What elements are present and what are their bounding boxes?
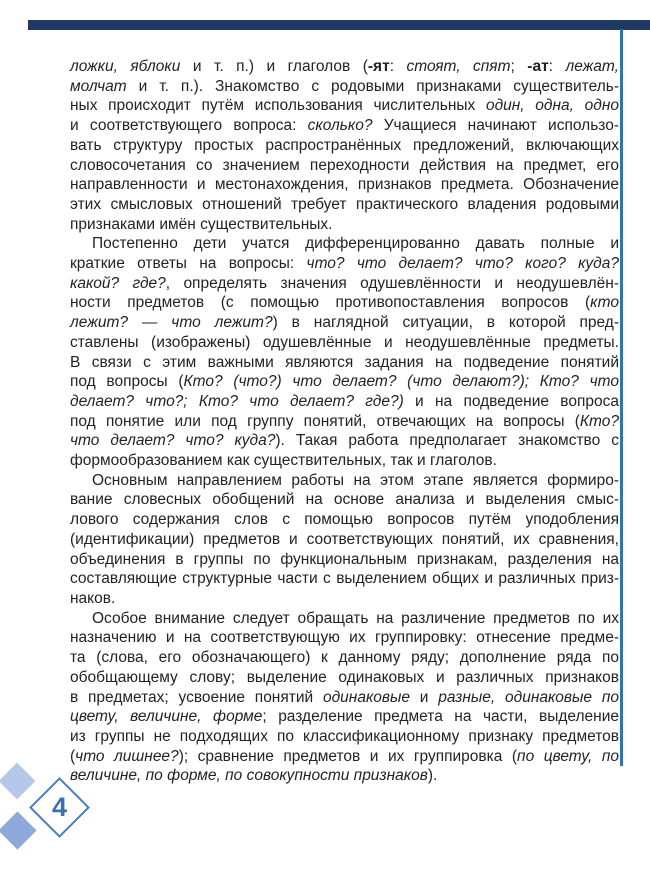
- text-run: какой? где?: [70, 274, 166, 292]
- text-line: [70, 156, 619, 176]
- text-line: [70, 707, 619, 727]
- text-line: [70, 293, 619, 313]
- text-run: та (слова, его обозначающего) к данному ряду; дополнение ряда по: [70, 649, 619, 667]
- text-run: В связи с этим важными являются задания на подведение понятий: [70, 353, 619, 371]
- text-run: что? что делает? что? кого? куда?: [306, 255, 619, 273]
- text-run: по цвету, по: [517, 747, 620, 765]
- paragraph: [70, 471, 619, 609]
- text-run: ); сравнение предметов и их группировка (: [178, 747, 518, 765]
- text-run: ных происходит путём использования числительных: [70, 97, 486, 115]
- text-run: -ят: [367, 58, 390, 75]
- text-line: [70, 274, 619, 294]
- text-line: [70, 648, 619, 668]
- text-run: под понятие или под группу понятий, отвечающих на вопросы (: [70, 412, 580, 430]
- text-line: [70, 668, 619, 688]
- text-run: молчат: [70, 77, 127, 95]
- text-line: [70, 589, 619, 609]
- text-run: Особое внимание следует обращать на различение предметов по их: [92, 609, 619, 627]
- text-run: одинаковые: [322, 688, 410, 706]
- body-text: [70, 57, 619, 786]
- text-run: цвету, величине, форме: [70, 708, 263, 726]
- text-run: величине, по форме, по совокупности признаков: [70, 767, 428, 785]
- text-run: ложки, яблоки: [70, 58, 181, 75]
- text-run: (идентификации) предметов и соответствующих понятий, их сравнения,: [70, 530, 619, 548]
- text-run: из группы не подходящих по классификационному признаку предметов: [70, 727, 619, 745]
- text-run: объединения в группы по функциональным признакам, разделения на: [70, 550, 619, 568]
- text-line: [70, 451, 619, 471]
- text-run: формообразованием как существительных, так и глаголов.: [70, 452, 497, 470]
- text-run: -ат: [527, 58, 549, 75]
- text-line: [70, 136, 619, 156]
- text-run: (: [70, 747, 76, 765]
- paragraph: [70, 234, 619, 470]
- text-run: Кто?: [579, 412, 619, 430]
- text-line: [70, 471, 619, 491]
- text-run: что делает? что? куда?: [70, 432, 276, 450]
- text-run: ) в наглядной ситуации, в которой пред-: [272, 314, 619, 332]
- text-run: Учащиеся начинают использо-: [372, 117, 619, 135]
- text-run: назначению и на соответствующую их группировку: отнесение предме-: [70, 629, 619, 647]
- text-line: [70, 727, 619, 747]
- text-line: [70, 550, 619, 570]
- text-run: :: [548, 58, 566, 75]
- text-run: краткие ответы на вопросы:: [70, 255, 307, 273]
- text-line: [70, 234, 619, 254]
- text-run: и: [410, 688, 439, 706]
- text-line: [70, 569, 619, 589]
- text-run: направленности и местонахождения, признаков предмета. Обозначение: [70, 176, 619, 194]
- text-run: признаками имён существительных.: [70, 215, 333, 233]
- text-run: ; разделение предмета на части, выделение: [262, 708, 620, 726]
- decor-diamond-medium: [0, 811, 37, 849]
- text-line: [70, 333, 619, 353]
- text-line: [70, 530, 619, 550]
- text-run: , определять значения одушевлённости и неодушевлён-: [165, 274, 619, 292]
- page-number: 4: [51, 792, 68, 822]
- text-run: Основным направлением работы на этом этапе является формиро-: [92, 471, 619, 489]
- text-run: под вопросы (: [70, 373, 184, 391]
- text-line: [70, 116, 619, 136]
- text-line: [70, 353, 619, 373]
- text-run: делает? что?; Кто? что делает? где?): [70, 392, 404, 410]
- right-border-line: [620, 29, 623, 766]
- text-line: [70, 609, 619, 629]
- text-run: обобщающему слову; выделение одинаковых и различных признаков: [70, 668, 619, 686]
- text-run: словосочетания со значением переходности действия на предмет, его: [70, 156, 619, 174]
- text-line: [70, 628, 619, 648]
- text-line: [70, 57, 619, 77]
- paragraph: [70, 57, 619, 234]
- text-line: [70, 392, 619, 412]
- text-line: [70, 215, 619, 235]
- text-run: вание словесных обобщений на основе анализа и выделения смыс-: [70, 491, 619, 509]
- text-line: [70, 175, 619, 195]
- text-line: [70, 372, 619, 392]
- text-line: [70, 747, 619, 767]
- text-run: составляющие структурные части с выделением общих и различных приз-: [70, 570, 619, 588]
- text-line: [70, 96, 619, 116]
- text-run: этих смысловых отношений требует практического владения родовыми: [70, 195, 619, 213]
- text-line: [70, 688, 619, 708]
- text-run: разные, одинаковые по: [438, 688, 619, 706]
- text-run: в предметах; усвоение понятий: [70, 688, 323, 706]
- text-run: ставлены (изображены) одушевлённые и неодушевлённые предметы.: [70, 333, 619, 351]
- top-border-bar: [28, 20, 650, 30]
- text-run: ).: [427, 767, 438, 785]
- text-run: кто: [590, 294, 619, 312]
- text-line: [70, 195, 619, 215]
- text-line: [70, 510, 619, 530]
- text-run: наков.: [70, 589, 116, 607]
- text-run: стоят, спят: [406, 58, 511, 75]
- text-line: [70, 766, 619, 786]
- text-line: [70, 77, 619, 97]
- text-run: и т. п.). Знакомство с родовыми признаками существитель-: [126, 77, 619, 95]
- paragraph: [70, 609, 619, 786]
- text-run: что лишнее?: [75, 747, 179, 765]
- text-line: [70, 254, 619, 274]
- text-run: один, одна, одно: [485, 97, 619, 115]
- text-run: лового содержания слов с помощью вопросов путём уподобления: [70, 511, 619, 529]
- text-run: Кто? (что?) что делает? (что делают?); Кто? что: [183, 373, 619, 391]
- text-run: и соответствующего вопроса:: [70, 117, 308, 135]
- decor-diamond-light: [0, 763, 35, 800]
- text-run: лежит? — что лежит?: [70, 314, 273, 332]
- text-run: и т. п.) и глаголов (: [180, 58, 368, 75]
- text-run: и на подведение вопроса: [403, 392, 619, 410]
- text-run: :: [389, 58, 407, 75]
- text-line: [70, 490, 619, 510]
- page-number-diamond: [29, 777, 90, 838]
- text-run: ;: [510, 58, 528, 75]
- text-run: вать структуру простых распространённых предложений, включающих: [70, 136, 619, 154]
- text-line: [70, 313, 619, 333]
- text-run: сколько?: [307, 117, 373, 135]
- text-run: лежат,: [565, 58, 619, 75]
- text-run: ). Такая работа предполагает знакомство с: [275, 432, 619, 450]
- text-line: [70, 412, 619, 432]
- text-line: [70, 431, 619, 451]
- text-run: Постепенно дети учатся дифференцированно давать полные и: [92, 235, 619, 253]
- text-run: ности предметов (с помощью противопоставления вопросов (: [70, 294, 591, 312]
